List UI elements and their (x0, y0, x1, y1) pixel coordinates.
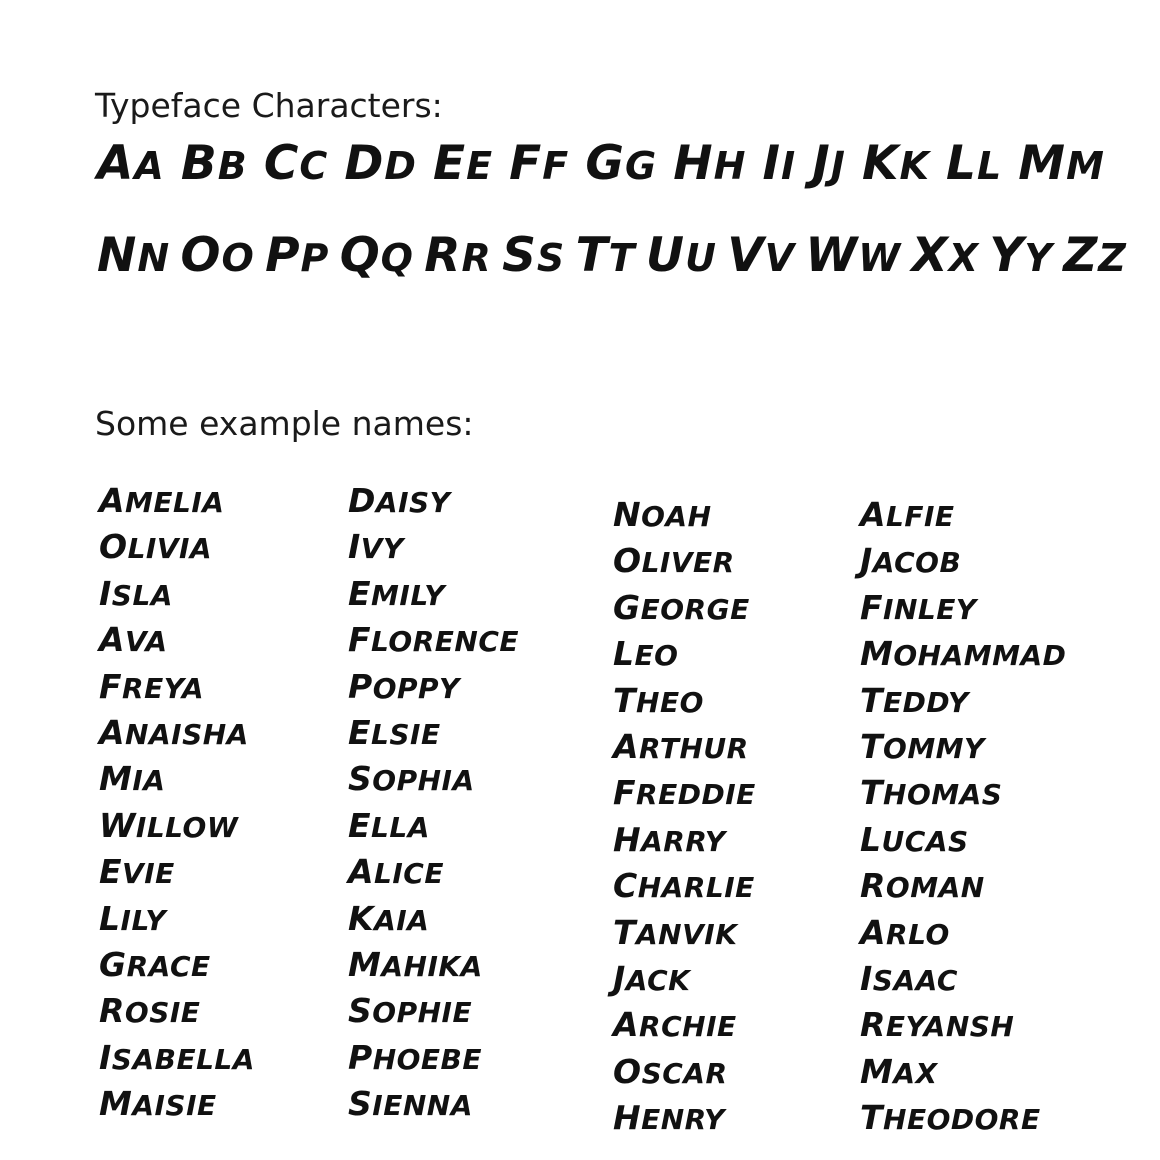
example-name: EVIE (99, 852, 175, 892)
example-name: FREDDIE (613, 773, 756, 813)
letter-pair: UU (645, 228, 717, 283)
example-name: PHOEBE (348, 1037, 483, 1077)
example-name: TANVIK (613, 912, 738, 952)
typeface-characters-heading: Typeface Characters: (95, 86, 443, 125)
example-name: WILLOW (99, 805, 239, 845)
letter-pair: LL (946, 136, 1003, 191)
example-name: MAHIKA (348, 944, 483, 984)
example-name: ISABELLA (99, 1037, 255, 1077)
example-name: SOPHIA (348, 759, 475, 799)
example-name: ALFIE (860, 495, 955, 534)
example-name: SOPHIE (348, 991, 473, 1031)
example-name: ISLA (99, 573, 173, 613)
example-name: SIENNA (348, 1084, 473, 1124)
example-name: MOHAMMAD (860, 634, 1067, 674)
example-name: GRACE (99, 944, 211, 984)
example-name: TOMMY (860, 726, 985, 766)
names-column-1 (99, 481, 255, 1130)
example-name: CHARLIE (613, 866, 755, 906)
example-name: OSCAR (613, 1051, 728, 1091)
example-name: JACK (613, 958, 691, 998)
letter-pair: OO (180, 228, 255, 283)
letter-pair: KK (862, 136, 930, 191)
example-name: ALICE (348, 852, 444, 892)
letter-pair: TT (575, 228, 636, 283)
example-name: ANAISHA (99, 712, 249, 752)
example-name: HARRY (613, 819, 726, 859)
example-name: FREYA (99, 666, 204, 706)
letter-pair: SS (502, 228, 566, 283)
example-name: ELSIE (348, 712, 441, 752)
letter-pair: DD (344, 136, 417, 191)
example-name: KAIA (348, 898, 430, 938)
example-name: IVY (348, 527, 404, 567)
example-name: LEO (613, 634, 679, 674)
example-name: OLIVER (613, 541, 735, 581)
example-name: MAX (860, 1051, 938, 1091)
letter-pair: MM (1018, 136, 1105, 191)
example-name: ISAAC (860, 958, 958, 998)
example-name: ROSIE (99, 991, 201, 1031)
example-name: MAISIE (99, 1084, 217, 1124)
example-name: ELLA (348, 805, 430, 845)
letter-pair: BB (180, 136, 248, 191)
letter-pair: HH (673, 136, 747, 191)
alphabet-row-1 (97, 136, 1105, 191)
example-name: THEO (613, 680, 704, 720)
example-name: REYANSH (860, 1005, 1015, 1045)
example-name: AMELIA (99, 481, 225, 520)
example-name: LUCAS (860, 819, 969, 859)
letter-pair: VV (727, 228, 796, 283)
example-name: ARTHUR (613, 726, 749, 766)
example-name: LILY (99, 898, 167, 938)
letter-pair: RR (424, 228, 492, 283)
example-name: ARLO (860, 912, 950, 952)
example-name: POPPY (348, 666, 460, 706)
alphabet-row-2 (97, 228, 1127, 283)
example-name: THEODORE (860, 1098, 1041, 1138)
letter-pair: GG (585, 136, 658, 191)
example-name: ROMAN (860, 866, 985, 906)
names-column-2 (348, 481, 519, 1130)
names-column-4 (860, 495, 1066, 1144)
names-column-3 (613, 495, 756, 1144)
letter-pair: II (762, 136, 797, 191)
example-name: OLIVIA (99, 527, 213, 567)
example-name: JACOB (860, 541, 962, 581)
letter-pair: PP (265, 228, 330, 283)
example-name: THOMAS (860, 773, 1003, 813)
letter-pair: ZZ (1063, 228, 1127, 283)
example-name: ARCHIE (613, 1005, 737, 1045)
letter-pair: JJ (812, 136, 846, 191)
example-name: NOAH (613, 495, 712, 534)
letter-pair: CC (263, 136, 329, 191)
letter-pair: YY (989, 228, 1053, 283)
letter-pair: QQ (339, 228, 414, 283)
example-name: DAISY (348, 481, 451, 520)
example-name: FINLEY (860, 587, 977, 627)
example-name: FLORENCE (348, 620, 519, 660)
letter-pair: XX (911, 228, 979, 283)
letter-pair: WW (805, 228, 902, 283)
example-name: GEORGE (613, 587, 750, 627)
letter-pair: NN (97, 228, 171, 283)
example-name: HENRY (613, 1098, 725, 1138)
example-name: MIA (99, 759, 166, 799)
letter-pair: EE (432, 136, 494, 191)
example-name: AVA (99, 620, 168, 660)
letter-pair: AA (97, 136, 165, 191)
example-name: EMILY (348, 573, 446, 613)
example-names-heading: Some example names: (95, 404, 474, 443)
letter-pair: FF (509, 136, 570, 191)
example-name: TEDDY (860, 680, 969, 720)
